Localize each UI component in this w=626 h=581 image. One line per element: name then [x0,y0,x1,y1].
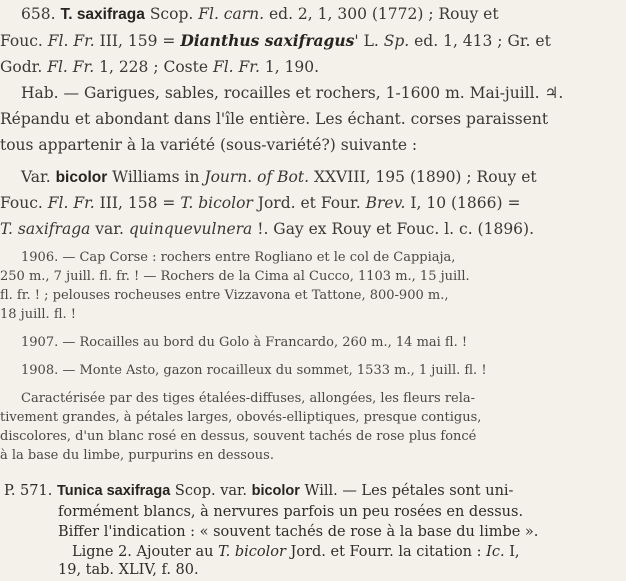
addendum-genus: Tunica saxifraga [56,483,171,499]
record-line: 250 m., 7 juill. fl. fr. ! — Rochers de la Cima al Cucco, 1103 m., 15 juill. [0,269,470,284]
record-line: 18 juill. fl. ! [0,307,76,322]
description-line: tivement grandes, à pétales larges, obovés-elliptiques, presque contigus, [0,410,482,425]
addendum-line: formément blancs, à nervures parfois un peu rosées en dessus. [58,504,524,520]
addendum-line: Ligne 2. Ajouter au T. bicolor Jord. et Fourr. la citation : Ic. I, [72,544,520,560]
variety-name: bicolor [55,169,108,186]
record-line: 1908. — Monte Asto, gazon rocailleux du sommet, 1533 m., 1 juill. fl. ! [21,363,487,378]
record-line: 1907. — Rocailles au bord du Golo à Francardo, 260 m., 14 mai fl. ! [21,335,468,350]
species-citation-line-3: Godr. Fl. Fr. 1, 228 ; Coste Fl. Fr. 1, 190. [0,58,320,76]
addendum-heading: P. 571. Tunica saxifraga Scop. var. bicolor Will. — Les pétales sont uni- [4,483,514,499]
description-line: Caractérisée par des tiges étalées-diffuses, allongées, les fleurs rela- [21,391,476,406]
addendum-line: Biffer l'indication : « souvent tachés de rose à la base du limbe ». [58,524,539,540]
record-line: fl. fr. ! ; pelouses rocheuses entre Vizzavona et Tattone, 800-900 m., [0,288,449,303]
species-citation-line-2: Fouc. Fl. Fr. III, 159 = Dianthus saxifragus' L. Sp. ed. 1, 413 ; Gr. et [0,31,551,50]
page-reference: P. 571. [4,483,53,499]
species-number: 658. [21,5,56,23]
addendum-line: 19, tab. XLIV, f. 80. [58,562,199,578]
variety-citation-line-3: T. saxifraga var. quinquevulnera !. Gay ex Rouy et Fouc. l. c. (1896). [0,220,535,238]
synonym: Dianthus saxifragus [180,31,355,50]
description-line: à la base du limbe, purpurins en dessous. [0,448,274,463]
variety-citation-line-2: Fouc. Fl. Fr. III, 158 = T. bicolor Jord. et Four. Brev. I, 10 (1866) = [0,194,521,212]
species-heading: 658. T. saxifraga Scop. Fl. carn. ed. 2, 1, 300 (1772) ; Rouy et [21,5,499,23]
habitat-line: Répandu et abondant dans l'île entière. Les échant. corses paraissent [0,110,549,128]
variety-heading: Var. bicolor Williams in Journ. of Bot. XXVIII, 195 (1890) ; Rouy et [21,168,537,186]
species-name: T. saxifraga [60,6,145,23]
habitat-line: Hab. — Garigues, sables, rocailles et rochers, 1-1600 m. Mai-juill. ♃. [21,84,564,102]
habitat-line: tous appartenir à la variété (sous-variété?) suivante : [0,136,418,154]
description-line: discolores, d'un blanc rosé en dessus, souvent tachés de rose plus foncé [0,429,477,444]
record-line: 1906. — Cap Corse : rochers entre Rogliano et le col de Cappiaja, [21,250,456,265]
